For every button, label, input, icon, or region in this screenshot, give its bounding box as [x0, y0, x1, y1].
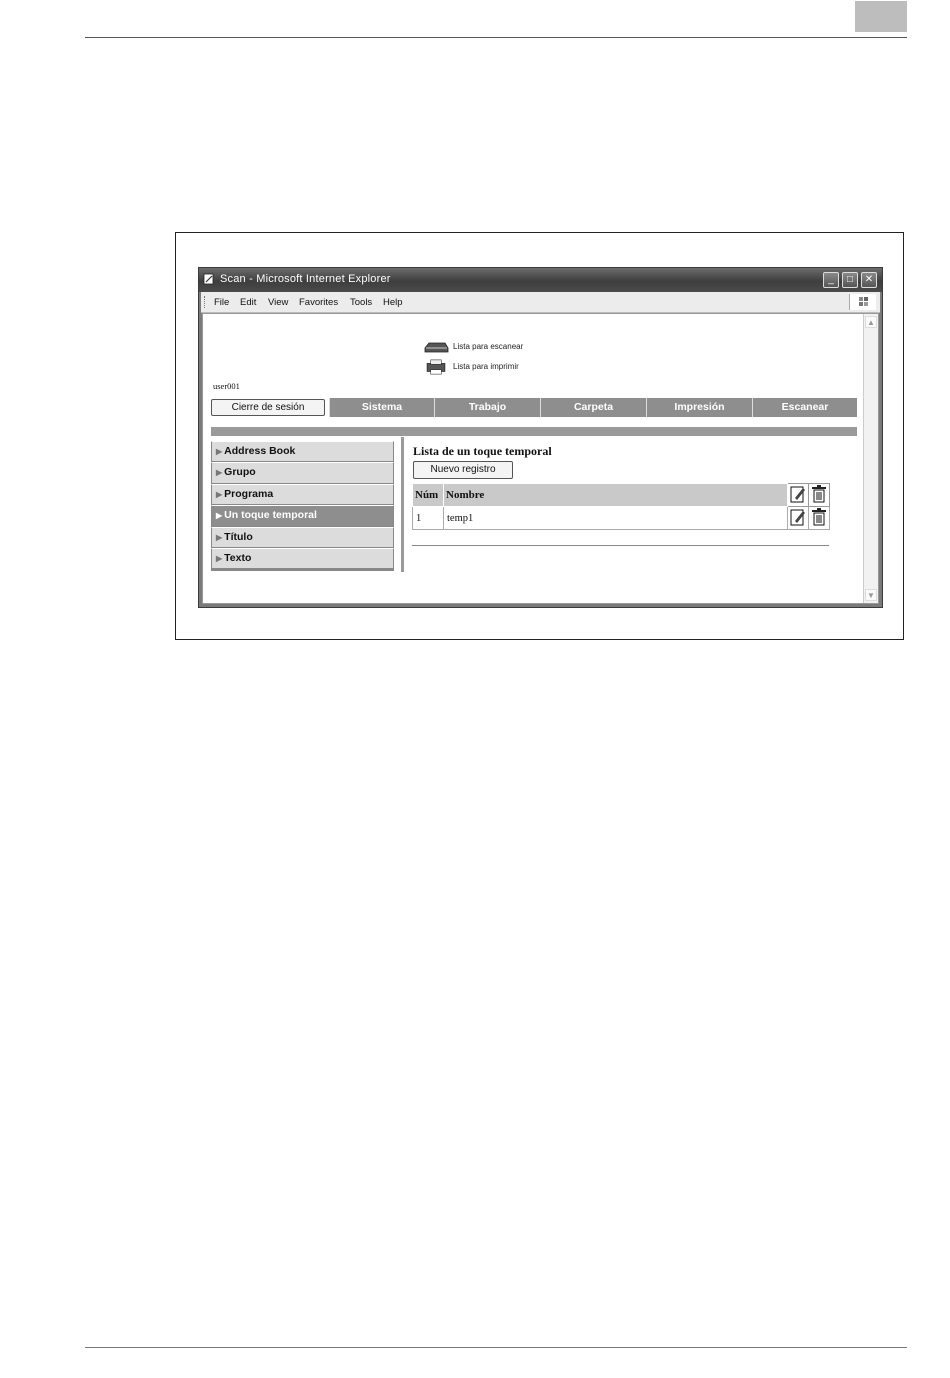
trash-icon[interactable]	[811, 485, 827, 503]
sidebar	[211, 441, 394, 571]
title-bar[interactable]	[199, 268, 882, 292]
tab-escanear[interactable]: Escanear	[752, 398, 857, 417]
windows-flag-icon	[849, 294, 876, 310]
sidebar-divider	[401, 437, 404, 572]
scroll-down-icon[interactable]: ▼	[865, 589, 877, 601]
vertical-scrollbar[interactable]	[863, 314, 878, 603]
table-row[interactable]	[413, 507, 830, 530]
sidebar-item-un-toque-temporal[interactable]	[211, 505, 394, 526]
header-edit-cell	[788, 484, 809, 507]
sidebar-item-label: Programa	[224, 487, 274, 500]
scan-status-label: Lista para escanear	[453, 342, 524, 351]
sidebar-item-label: Grupo	[224, 466, 256, 479]
ie-page-icon	[203, 273, 215, 285]
scanner-icon	[423, 339, 449, 355]
maximize-button[interactable]: □	[842, 272, 858, 288]
sidebar-item-label: Address Book	[224, 445, 296, 457]
menu-help[interactable]: Help	[383, 297, 403, 308]
header-num: Núm	[413, 484, 444, 507]
page-bottom-rule	[85, 1347, 907, 1348]
tab-trabajo[interactable]: Trabajo	[434, 398, 540, 417]
sidebar-item-label: Un toque temporal	[224, 509, 317, 522]
print-status-label: Lista para imprimir	[453, 362, 519, 371]
cell-nombre: temp1	[444, 507, 788, 530]
row-edit-cell	[788, 507, 809, 530]
header-nombre: Nombre	[444, 484, 788, 507]
menu-edit[interactable]: Edit	[240, 297, 257, 308]
header-band	[211, 427, 857, 436]
logout-button[interactable]: Cierre de sesión	[211, 399, 325, 416]
scroll-up-icon[interactable]: ▲	[865, 316, 877, 328]
header-delete-cell	[809, 484, 830, 507]
arrow-right-icon: ▶	[216, 553, 223, 563]
arrow-right-icon: ▶	[216, 489, 223, 499]
toolbar-grip	[204, 296, 207, 308]
sidebar-item-grupo[interactable]	[211, 462, 394, 483]
user-name: user001	[213, 381, 240, 391]
tab-sistema[interactable]: Sistema	[329, 398, 434, 417]
table-header-row	[413, 484, 830, 507]
arrow-right-icon: ▶	[216, 511, 223, 521]
menu-bar	[201, 292, 880, 313]
sidebar-item-label: Título	[224, 530, 253, 543]
window-title: Scan - Microsoft Internet Explorer	[220, 273, 391, 285]
page-title: Lista de un toque temporal	[413, 444, 552, 458]
edit-icon[interactable]	[790, 485, 806, 503]
edit-icon[interactable]	[790, 508, 806, 526]
new-record-button[interactable]: Nuevo registro	[413, 461, 513, 479]
menu-file[interactable]: File	[214, 297, 230, 308]
tab-impresion[interactable]: Impresión	[646, 398, 752, 417]
arrow-right-icon: ▶	[216, 468, 223, 478]
trash-icon[interactable]	[811, 508, 827, 526]
minimize-button[interactable]: _	[823, 272, 839, 288]
page-content	[202, 313, 879, 604]
tab-carpeta[interactable]: Carpeta	[540, 398, 646, 417]
cell-num: 1	[413, 507, 444, 530]
browser-window	[198, 267, 883, 608]
printer-icon	[423, 359, 449, 375]
sidebar-item-label: Texto	[224, 551, 252, 564]
row-delete-cell	[809, 507, 830, 530]
sidebar-item-programa[interactable]	[211, 484, 394, 505]
sidebar-item-titulo[interactable]	[211, 527, 394, 548]
sidebar-item-address-book[interactable]	[211, 441, 394, 462]
close-button[interactable]: ✕	[861, 272, 877, 288]
sidebar-item-texto[interactable]	[211, 548, 394, 569]
table-bottom-rule	[412, 545, 829, 546]
page-corner-tab	[855, 1, 907, 32]
menu-favorites[interactable]: Favorites	[299, 297, 339, 308]
sidebar-bottom-rule	[211, 569, 394, 571]
menu-view[interactable]: View	[268, 297, 289, 308]
records-table	[412, 483, 830, 530]
arrow-right-icon: ▶	[216, 447, 223, 456]
arrow-right-icon: ▶	[216, 532, 223, 542]
menu-tools[interactable]: Tools	[350, 297, 373, 308]
page-top-rule	[85, 37, 907, 38]
